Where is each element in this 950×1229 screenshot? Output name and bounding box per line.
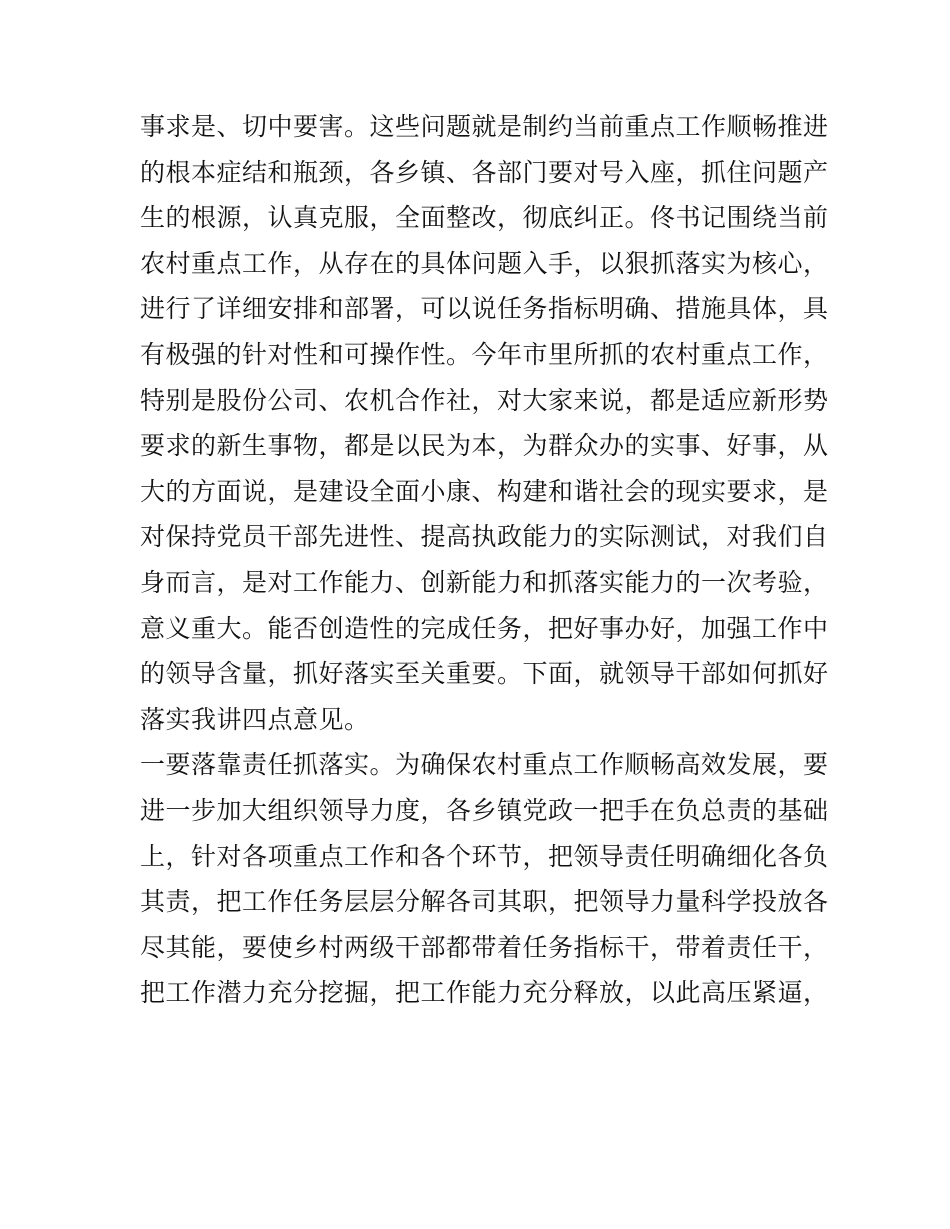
- text-line: 上，针对各项重点工作和各个环节，把领导责任明确细化各负: [140, 841, 829, 871]
- text-line: 落实我讲四点意见。: [140, 704, 370, 734]
- text-line: 其责，把工作任务层层分解各司其职，把领导力量科学投放各: [140, 887, 829, 917]
- text-line: 的领导含量，抓好落实至关重要。下面，就领导干部如何抓好: [140, 659, 829, 689]
- text-line: 事求是、切中要害。这些问题就是制约当前重点工作顺畅推进: [140, 112, 829, 141]
- text-line: 一要落靠责任抓落实。为确保农村重点工作顺畅高效发展，要: [140, 750, 829, 780]
- text-line: 把工作潜力充分挖掘，把工作能力充分释放，以此高压紧逼，: [140, 978, 829, 1008]
- text-line: 有极强的针对性和可操作性。今年市里所抓的农村重点工作，: [140, 339, 829, 369]
- text-line: 意义重大。能否创造性的完成任务，把好事办好，加强工作中: [140, 613, 829, 643]
- body-text: [140, 104, 829, 1016]
- text-line: 大的方面说，是建设全面小康、构建和谐社会的现实要求，是: [140, 476, 829, 506]
- text-line: 生的根源，认真克服，全面整改，彻底纠正。佟书记围绕当前: [140, 203, 829, 233]
- text-line: 农村重点工作，从存在的具体问题入手，以狠抓落实为核心，: [140, 248, 829, 278]
- text-line: 身而言，是对工作能力、创新能力和抓落实能力的一次考验，: [140, 567, 829, 597]
- text-line: 尽其能，要使乡村两级干部都带着任务指标干，带着责任干，: [140, 932, 829, 962]
- text-line: 进一步加大组织领导力度，各乡镇党政一把手在负总责的基础: [140, 795, 829, 825]
- text-line: 进行了详细安排和部署，可以说任务指标明确、措施具体，具: [140, 294, 829, 324]
- text-line: 的根本症结和瓶颈，各乡镇、各部门要对号入座，抓住问题产: [140, 157, 829, 187]
- text-line: 要求的新生事物，都是以民为本，为群众办的实事、好事，从: [140, 431, 829, 461]
- text-line: 对保持党员干部先进性、提高执政能力的实际测试，对我们自: [140, 522, 829, 552]
- text-line: 特别是股份公司、农机合作社，对大家来说，都是适应新形势: [140, 385, 829, 415]
